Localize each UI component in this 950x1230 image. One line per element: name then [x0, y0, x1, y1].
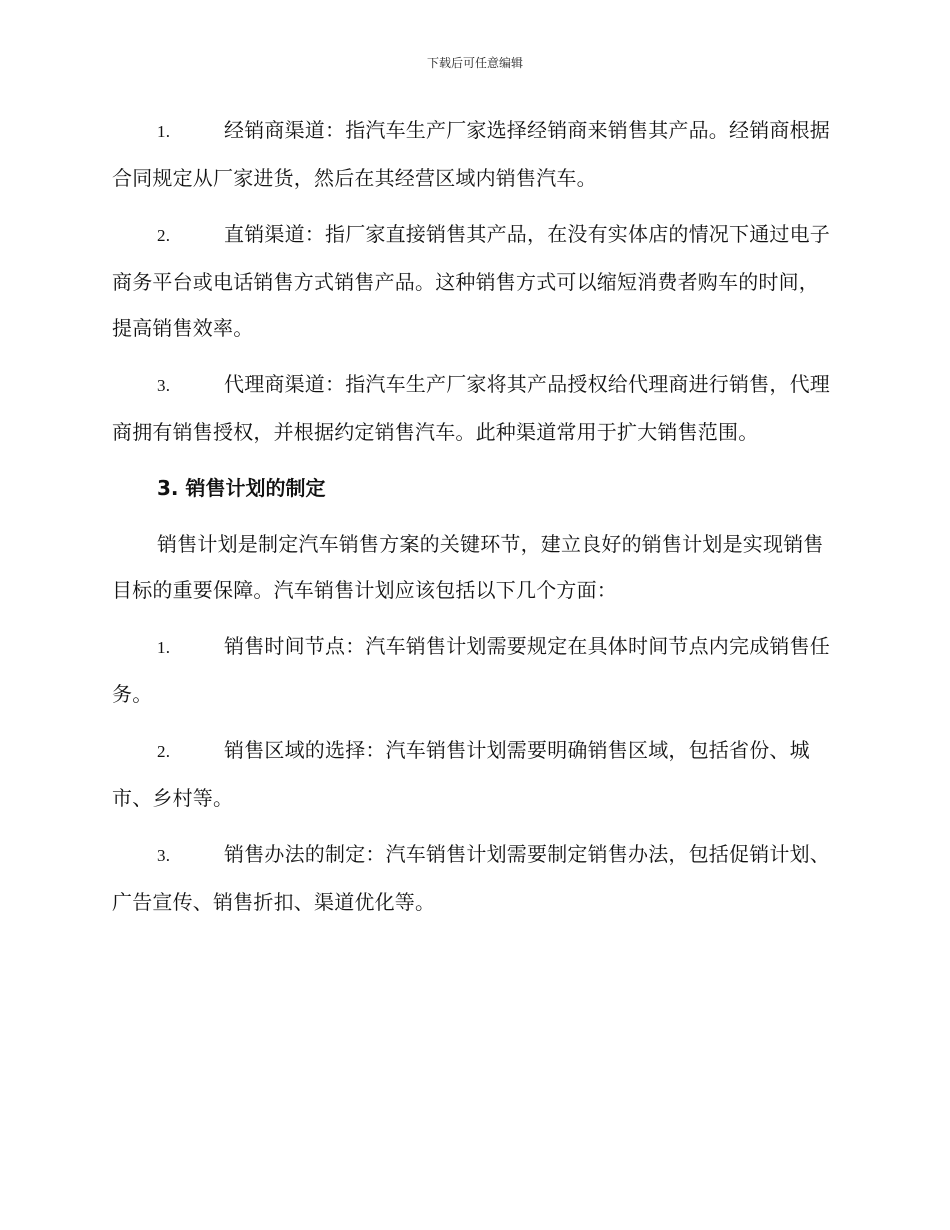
list-number: 2. — [157, 742, 171, 761]
list-item-text: 代理商渠道：指汽车生产厂家将其产品授权给代理商进行销售，代理商拥有销售授权，并根据约定销售汽车。此种渠道常用于扩大销售范围。 — [112, 372, 830, 444]
list-number: 3. — [157, 846, 171, 865]
list-item — [112, 623, 838, 717]
list-item-text: 直销渠道：指厂家直接销售其产品，在没有实体店的情况下通过电子商务平台或电话销售方式销售产品。这种销售方式可以缩短消费者购车的时间，提高销售效率。 — [112, 222, 830, 340]
document-body — [112, 107, 838, 935]
list-item — [112, 727, 838, 821]
list-item — [112, 831, 838, 925]
list-number: 3. — [157, 376, 171, 395]
list-item-text: 销售时间节点：汽车销售计划需要规定在具体时间节点内完成销售任务。 — [112, 634, 830, 706]
list-item-text: 经销商渠道：指汽车生产厂家选择经销商来销售其产品。经销商根据合同规定从厂家进货，然后在其经营区域内销售汽车。 — [112, 118, 830, 190]
section-heading: 3. 销售计划的制定 — [157, 476, 326, 500]
list-number: 1. — [157, 122, 171, 141]
list-item-text: 销售区域的选择：汽车销售计划需要明确销售区域，包括省份、城市、乡村等。 — [112, 738, 810, 810]
list-item — [112, 211, 838, 351]
list-item — [112, 361, 838, 455]
list-number: 1. — [157, 638, 171, 657]
section-intro: 销售计划是制定汽车销售方案的关键环节，建立良好的销售计划是实现销售目标的重要保障。汽车销售计划应该包括以下几个方面： — [112, 532, 824, 602]
list-item-text: 销售办法的制定：汽车销售计划需要制定销售办法，包括促销计划、广告宣传、销售折扣、渠道优化等。 — [112, 842, 830, 914]
page-header: 下载后可任意编辑 — [426, 56, 523, 70]
list-item — [112, 107, 838, 201]
list-number: 2. — [157, 226, 171, 245]
